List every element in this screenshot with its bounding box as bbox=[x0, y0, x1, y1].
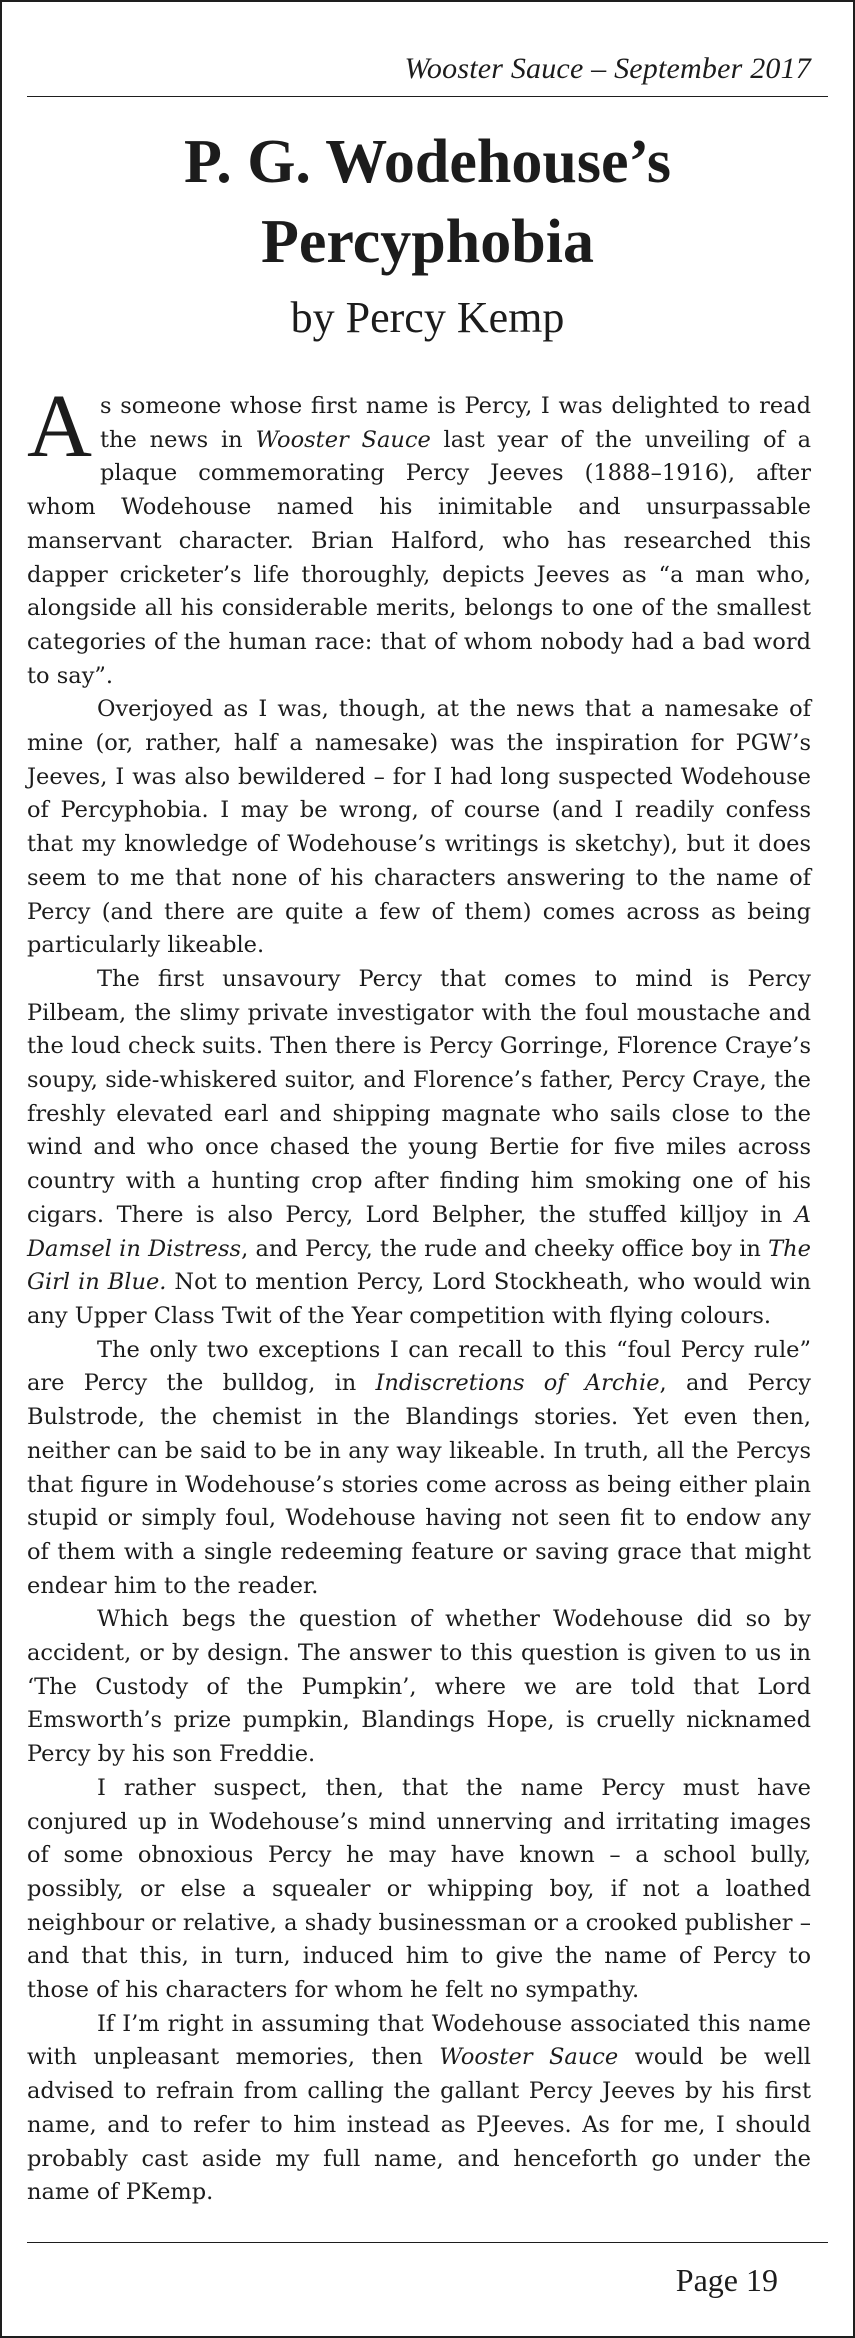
paragraph-text: The first unsavoury Percy that comes to mind is Percy Pilbeam, the slimy private investigator with the foul moustache and the loud check suits. Then there is Percy Gorringe, Florence Craye’s soupy, side-whiskered suitor, and Florence’s father, Percy Craye, the freshly elevated earl and shipping magnate who sails close to the wind and who once chased the young Bertie for five miles across country with a hunting crop after finding him smoking one of his cigars. There is also Percy, Lord Belpher, the stuffed killjoy in bbox=[27, 965, 811, 1228]
paragraph-7 bbox=[27, 2008, 811, 2210]
paragraph-1 bbox=[27, 377, 812, 693]
paragraph-6: I rather suspect, then, that the name Percy must have conjured up in Wodehouse’s mind unnerving and irritating images of some obnoxious Percy he may have known – a school bully, possibly, or else a squealer or whipping boy, if not a loathed neighbour or relative, a shady businessman or a crooked publisher – and that this, in turn, induced him to give the name of Percy to those of his characters for whom he felt no sympathy. bbox=[27, 1774, 811, 2004]
book-title: The Girl in Blue. bbox=[27, 1235, 811, 1296]
paragraph-text: Not to mention Percy, Lord Stockheath, who would win any Upper Class Twit of the Year competition with flying colours. bbox=[27, 1269, 811, 1329]
paragraph-2: Overjoyed as I was, though, at the news that a namesake of mine (or, rather, half a namesake) was the inspiration for PGW’s Jeeves, I was also bewildered – for I had long suspected Wodehouse of Percyphobia. I may be wrong, of course (and I readily confess that my knowledge of Wodehouse’s writings is sketchy), but it does seem to me that none of his characters answering to the name of Percy (and there are quite a few of them) comes across as being particularly likeable. bbox=[27, 696, 811, 959]
footer-rule bbox=[27, 2242, 828, 2243]
title-line-2: Percyphobia bbox=[261, 208, 594, 276]
paragraph-text: last year of the unveiling of a plaque commemorating Percy Jeeves (1888–1916), after whom Wodehouse named his inimitable and unsurpassable manservant character. Brian Halford, who has researched this dapper cricketer’s life thoroughly, depicts Jeeves as “a man who, alongside all his considerable merits, belongs to one of the smallest categories of the human race: that of whom nobody had a bad word to say”. bbox=[27, 426, 812, 689]
header-rule bbox=[27, 96, 828, 97]
page-number: Page 19 bbox=[675, 2262, 778, 2298]
paragraph-text: s someone whose first name is Percy, I was delighted to read the news in bbox=[100, 393, 811, 453]
running-head: Wooster Sauce – September 2017 bbox=[404, 52, 811, 85]
paragraph-3 bbox=[27, 963, 811, 1334]
article-body bbox=[27, 377, 812, 2210]
title-line-1: P. G. Wodehouse’s bbox=[184, 128, 671, 196]
paragraph-text: , and Percy Bulstrode, the chemist in the Blandings stories. Yet even then, neither can be said to be in any way likeable. In truth, all the Percys that figure in Wodehouse’s stories come across as being either plain stupid or simply foul, Wodehouse having not seen fit to endow any of them with a single redeeming feature or saving grace that might endear him to the reader. bbox=[27, 1370, 812, 1599]
article-title bbox=[2, 122, 853, 282]
paragraph-text: The only two exceptions I can recall to this “foul Percy rule” are Percy the bulldog, in bbox=[27, 1336, 811, 1397]
paragraph-4 bbox=[27, 1334, 811, 1604]
paragraph-text: , and Percy, the rude and cheeky office boy in bbox=[241, 1235, 769, 1262]
drop-cap: A bbox=[27, 377, 92, 476]
byline: by Percy Kemp bbox=[290, 293, 565, 342]
publication-title: Wooster Sauce bbox=[255, 426, 431, 453]
paragraph-text: If I’m right in assuming that Wodehouse associated this name with unpleasant memories, then bbox=[27, 2010, 811, 2071]
book-title: Indiscretions of Archie bbox=[375, 1370, 660, 1397]
paragraph-5: Which begs the question of whether Wodehouse did so by accident, or by design. The answer to this question is given to us in ‘The Custody of the Pumpkin’, where we are told that Lord Emsworth’s prize pumpkin, Blandings Hope, is cruelly nicknamed Percy by his son Freddie. bbox=[27, 1606, 811, 1768]
publication-title: Wooster Sauce bbox=[439, 2044, 619, 2071]
book-title: A Damsel in Distress bbox=[27, 1201, 811, 1262]
paragraph-text: would be well advised to refrain from calling the gallant Percy Jeeves by his first name, and to refer to him instead as PJeeves. As for me, I should probably cast aside my full name, and henceforth go under the name of PKemp. bbox=[27, 2044, 811, 2206]
